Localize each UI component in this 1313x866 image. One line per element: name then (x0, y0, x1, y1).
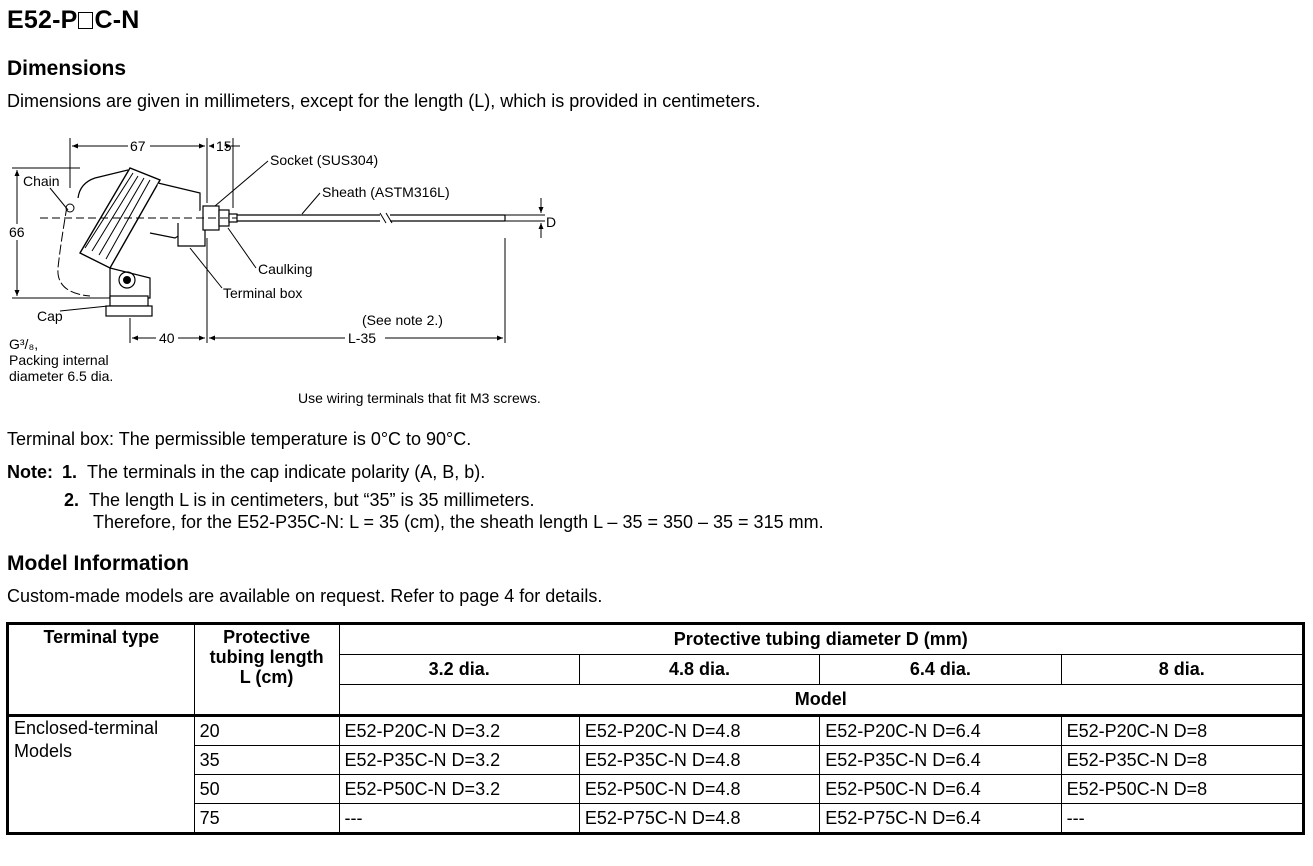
title-prefix: E52-P (7, 6, 78, 34)
dim-66-label: 66 (9, 224, 25, 240)
length-cell: 75 (194, 804, 339, 834)
model-cell: --- (339, 804, 579, 834)
cap-label: Cap (37, 308, 63, 324)
packing-label-3: diameter 6.5 dia. (9, 368, 114, 384)
dim-15-label: 15 (216, 138, 232, 154)
header-diameter-4-8: 4.8 dia. (579, 655, 819, 685)
title-suffix: C-N (94, 6, 140, 34)
model-cell: E52-P35C-N D=4.8 (579, 746, 819, 775)
dimensions-heading: Dimensions (7, 57, 127, 80)
note-2 (64, 490, 535, 511)
model-cell: E52-P50C-N D=6.4 (820, 775, 1061, 804)
note-2-continuation: Therefore, for the E52-P35C-N: L = 35 (cm), the sheath length L – 35 = 350 – 35 = 315 mm. (93, 512, 824, 532)
thermometer-dimension-diagram (0, 128, 600, 418)
see-note-label: (See note 2.) (362, 312, 443, 328)
model-cell: E52-P20C-N D=3.2 (339, 716, 579, 746)
table-row (8, 775, 1304, 804)
header-tubing-length: Protective tubing length L (cm) (194, 624, 339, 716)
length-cell: 35 (194, 746, 339, 775)
model-cell: E52-P20C-N D=6.4 (820, 716, 1061, 746)
dim-67-label: 67 (130, 138, 146, 154)
model-cell: E52-P35C-N D=3.2 (339, 746, 579, 775)
terminal-box-label: Terminal box (223, 285, 303, 301)
socket-label: Socket (SUS304) (270, 152, 379, 168)
model-cell: E52-P35C-N D=6.4 (820, 746, 1061, 775)
model-cell: E52-P75C-N D=4.8 (579, 804, 819, 834)
dim-40-label: 40 (159, 330, 175, 346)
caulking-label: Caulking (258, 261, 313, 277)
page-title (7, 6, 140, 35)
diagram-caption: Use wiring terminals that fit M3 screws. (298, 390, 541, 406)
dimensions-intro: Dimensions are given in millimeters, except for the length (L), which is provided in centimeters. (7, 91, 761, 111)
packing-label-2: Packing internal (9, 352, 109, 368)
length-cell: 50 (194, 775, 339, 804)
model-info-intro: Custom-made models are available on request. Refer to page 4 for details. (7, 586, 603, 606)
model-cell: E52-P50C-N D=3.2 (339, 775, 579, 804)
header-diameter-8: 8 dia. (1061, 655, 1303, 685)
model-cell: E52-P75C-N D=6.4 (820, 804, 1061, 834)
dim-l35-label: L-35 (348, 330, 377, 346)
table-row (8, 804, 1304, 834)
dim-d-label: D (546, 214, 557, 230)
sheath-label: Sheath (ASTM316L) (322, 184, 450, 200)
model-cell: E52-P20C-N D=8 (1061, 716, 1303, 746)
model-cell: E52-P50C-N D=4.8 (579, 775, 819, 804)
model-cell: E52-P50C-N D=8 (1061, 775, 1303, 804)
header-diameter-3-2: 3.2 dia. (339, 655, 579, 685)
header-model: Model (339, 685, 1303, 716)
placeholder-box-icon (78, 12, 93, 29)
model-cell: --- (1061, 804, 1303, 834)
terminal-box-temperature: Terminal box: The permissible temperature is 0°C to 90°C. (7, 429, 472, 449)
model-cell: E52-P20C-N D=4.8 (579, 716, 819, 746)
table-row (8, 746, 1304, 775)
note-1 (7, 462, 485, 483)
packing-label-1: G³/₈, (9, 336, 39, 352)
header-tubing-diameter: Protective tubing diameter D (mm) (339, 624, 1303, 655)
chain-label: Chain (23, 173, 60, 189)
note-1-text: The terminals in the cap indicate polarity (A, B, b). (87, 462, 486, 482)
note-1-number: 1. (62, 462, 78, 482)
model-info-heading: Model Information (7, 552, 189, 575)
terminal-type-cell: Enclosed-terminal Models (8, 716, 195, 834)
note-label: Note: (7, 462, 53, 482)
model-cell: E52-P35C-N D=8 (1061, 746, 1303, 775)
header-diameter-6-4: 6.4 dia. (820, 655, 1061, 685)
note-2-text: The length L is in centimeters, but “35” is 35 millimeters. (89, 490, 535, 510)
model-table (6, 622, 1305, 835)
header-terminal-type: Terminal type (8, 624, 195, 716)
table-row (8, 716, 1304, 746)
note-2-number: 2. (64, 490, 80, 510)
length-cell: 20 (194, 716, 339, 746)
